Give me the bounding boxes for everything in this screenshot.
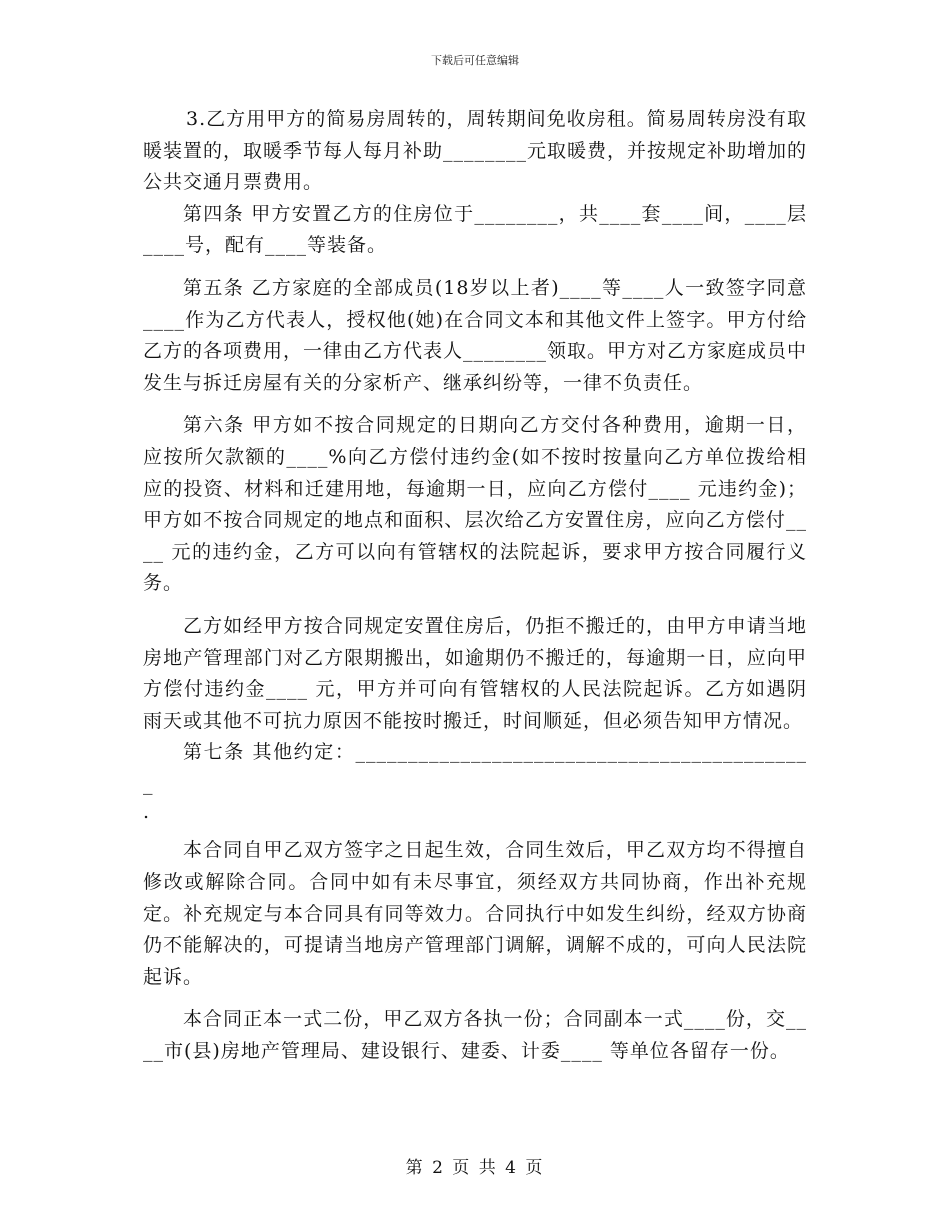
article-7-end-mark: . [143,801,151,824]
article-7: 第七条 其他约定：____________________________________________ [143,741,807,795]
page-number: 第 2 页 共 4 页 [405,1158,545,1178]
article-4: 第四条 甲方安置乙方的住房位于________，共____套____间，____层____号，配有____等装备。 [143,202,807,257]
article-5: 第五条 乙方家庭的全部成员(18岁以上者)____等____人一致签字同意____作为乙方代表人，授权他(她)在合同文本和其他文件上签字。甲方付给乙方的各项费用，一律由乙方代表人________领取。甲方对乙方家庭成员中发生与拆迁房屋有关的分家析产、继承纠纷等，一律不负责任。 [143,276,808,394]
paragraph-copies: 本合同正本一式二份，甲乙双方各执一份；合同副本一式____份，交____市(县)房地产管理局、建设银行、建委、计委____ 等单位各留存一份。 [143,1008,807,1063]
page-header: 下载后可任意编辑 [431,54,519,67]
document-body [143,104,807,1068]
paragraph-heating-subsidy: 3.乙方用甲方的简易房周转的，周转期间免收房租。简易周转房没有取暖装置的，取暖季节每人每月补助________元取暖费，并按规定补助增加的公共交通月票费用。 [143,108,808,194]
article-6: 第六条 甲方如不按合同规定的日期向乙方交付各种费用，逾期一日，应按所欠款额的____%向乙方偿付违约金(如不按时按量向乙方单位拨给相应的投资、材料和迁建用地，每逾期一日，应向乙方偿付____ 元违约金)；甲方如不按合同规定的地点和面积、层次给乙方安置住房，应向乙方偿付____ 元的违约金，乙方可以向有管辖权的法院起诉，要求甲方按合同履行义务。 [143,414,807,595]
paragraph-effectiveness: 本合同自甲乙双方签字之日起生效，合同生效后，甲乙双方均不得擅自修改或解除合同。合同中如有未尽事宜，须经双方共同协商，作出补充规定。补充规定与本合同具有同等效力。合同执行中如发生纠纷，经双方协商仍不能解决的，可提请当地房产管理部门调解，调解不成的，可向人民法院起诉。 [143,839,807,988]
paragraph-refusal-to-move: 乙方如经甲方按合同规定安置住房后，仍拒不搬迁的，由甲方申请当地房地产管理部门对乙方限期搬出，如逾期仍不搬迁的，每逾期一日，应向甲方偿付违约金____ 元，甲方并可向有管辖权的人民法院起诉。乙方如遇阴雨天或其他不可抗力原因不能按时搬迁，时间顺延，但必须告知甲方情况。 [143,614,807,732]
